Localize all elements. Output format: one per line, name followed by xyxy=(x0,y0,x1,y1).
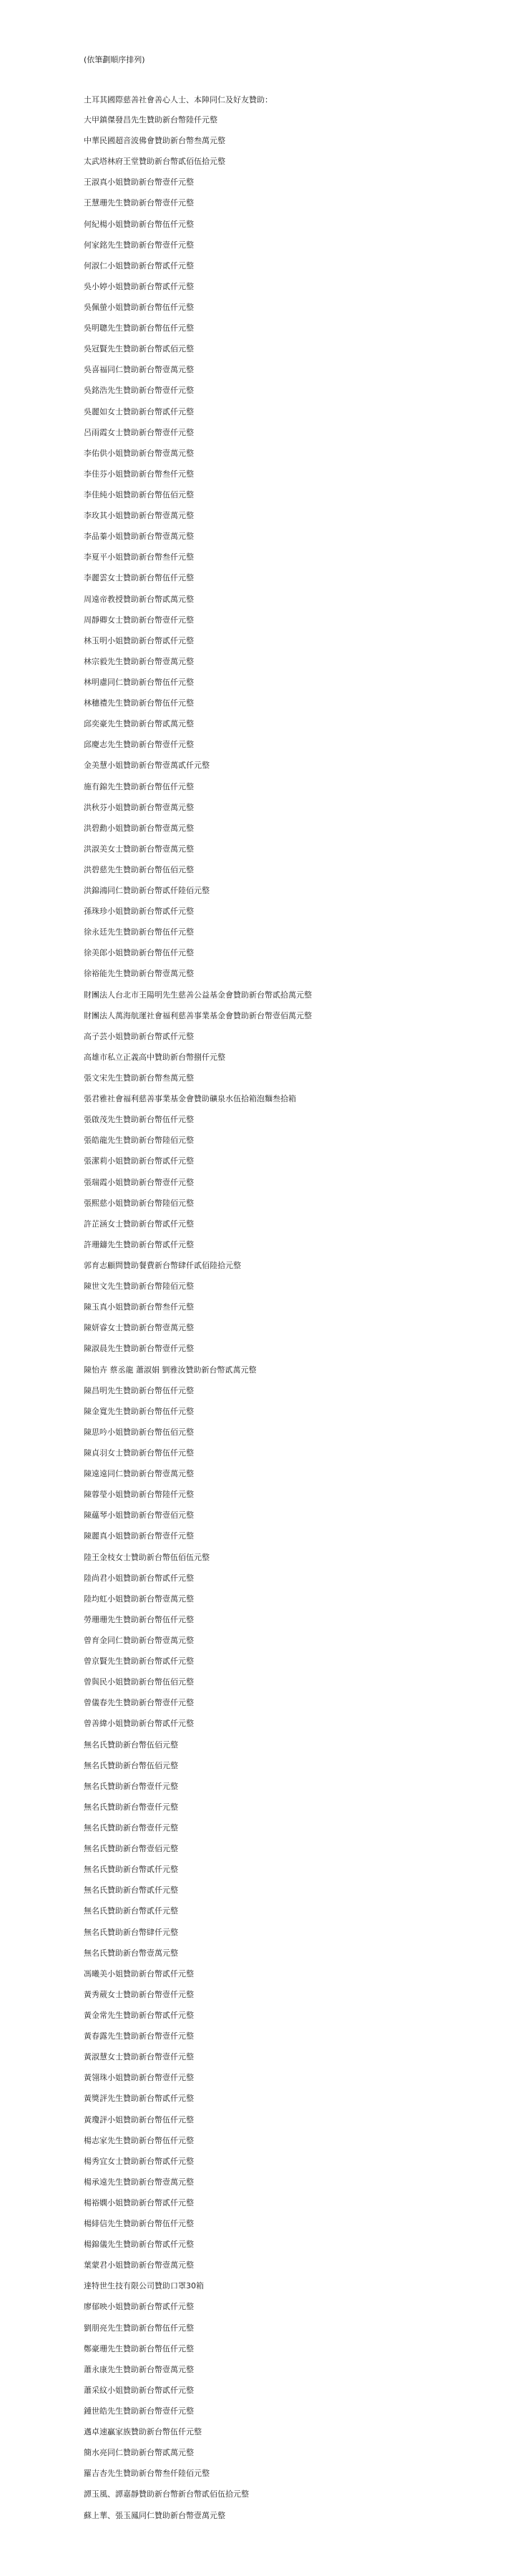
donor-entry: 財團法人萬海航運社會福利慈善事業基金會贊助新台幣壹佰萬元整 xyxy=(84,1010,312,1020)
donor-entry: 陳怡卉 蔡丞龍 蕭淑娟 劉雅汝贊助新台幣貳萬元整 xyxy=(84,1365,257,1375)
donor-entry: 劉朋亮先生贊助新台幣伍仟元整 xyxy=(84,2323,194,2333)
donor-entry: 王慧珊先生贊助新台幣壹仟元整 xyxy=(84,198,194,208)
donor-entry: 李佳純小姐贊助新台幣伍佰元整 xyxy=(84,489,194,499)
donor-entry: 黃獎評先生贊助新台幣貳仟元整 xyxy=(84,2094,194,2104)
donor-entry: 無名氏贊助新台幣貳仟元整 xyxy=(84,1885,178,1896)
donor-entry: 譚玉風、譚嘉靜贊助新台幣新台幣貳佰伍拾元整 xyxy=(84,2489,249,2499)
donor-intro: 土耳其國際慈善社會善心人士、本陣同仁及好友贊助： xyxy=(84,95,273,104)
donor-entry: 曾善緯小姐贊助新台幣貳仟元整 xyxy=(84,1719,194,1729)
donor-entry: 鄭豪珊先生贊助新台幣伍仟元整 xyxy=(84,2343,194,2353)
donor-entry: 葉蒙君小姐贊助新台幣壹萬元整 xyxy=(84,2260,194,2270)
donor-entry: 林明慮同仁贊助新台幣伍仟元整 xyxy=(84,677,194,687)
donor-entry: 簡水亮同仁贊助新台幣貳萬元整 xyxy=(84,2448,194,2458)
donor-entry: 陳麗真小姐贊助新台幣壹仟元整 xyxy=(84,1531,194,1541)
donor-entry: 吳銘浩先生贊助新台幣壹仟元整 xyxy=(84,386,194,396)
donor-entry: 中華民國超音波佛會贊助新台幣叁萬元整 xyxy=(84,136,225,146)
donor-entry: 陸均虹小姐贊助新台幣壹萬元整 xyxy=(84,1594,194,1604)
donor-entry: 張君雅社會福利慈善事業基金會贊助礦泉水伍拾箱泡麵叁拾箱 xyxy=(84,1094,296,1104)
donor-entry: 蕭永康先生贊助新台幣壹萬元整 xyxy=(84,2364,194,2374)
donor-entry: 楊緋信先生贊助新台幣伍仟元整 xyxy=(84,2219,194,2229)
donor-entry: 吳佩螢小姐贊助新台幣伍仟元整 xyxy=(84,302,194,312)
donor-entry: 陳昌明先生贊助新台幣伍仟元整 xyxy=(84,1385,194,1395)
donor-entry: 林穗禮先生贊助新台幣伍仟元整 xyxy=(84,698,194,708)
donor-entry: 蕭采紋小姐贊助新台幣貳仟元整 xyxy=(84,2385,194,2395)
donor-entry: 財團法人台北市王陽明先生慈善公益基金會贊助新台幣貳拾萬元整 xyxy=(84,990,312,1000)
donor-entry: 孫珠珍小姐贊助新台幣貳仟元整 xyxy=(84,907,194,917)
donor-list xyxy=(84,114,499,2531)
donor-entry: 張啟茂先生贊助新台幣伍仟元整 xyxy=(84,1115,194,1125)
donor-entry: 無名氏贊助新台幣壹仟元整 xyxy=(84,1781,178,1791)
sort-order-note: (依筆劃順序排列) xyxy=(84,55,145,64)
donor-entry: 林宗毅先生贊助新台幣壹萬元整 xyxy=(84,656,194,666)
donor-entry: 陳淑晨先生贊助新台幣壹仟元整 xyxy=(84,1344,194,1354)
donor-entry: 陳妍睿女士贊助新台幣壹萬元整 xyxy=(84,1323,194,1333)
donor-entry: 徐永廷先生贊助新台幣伍仟元整 xyxy=(84,927,194,937)
donor-entry: 陸尚君小姐贊助新台幣貳仟元整 xyxy=(84,1573,194,1583)
donor-entry: 張熙慈小姐贊助新台幣陸佰元整 xyxy=(84,1198,194,1208)
donor-entry: 無名氏贊助新台幣壹佰元整 xyxy=(84,1844,178,1854)
donor-entry: 郭育志顧問贊助餐費新台幣肆仟貳佰陸拾元整 xyxy=(84,1261,241,1271)
donor-entry: 無名氏贊助新台幣肆仟元整 xyxy=(84,1927,178,1937)
donor-entry: 周遠帝教授贊助新台幣貳萬元整 xyxy=(84,594,194,604)
donor-entry: 吳明聰先生贊助新台幣伍仟元整 xyxy=(84,323,194,333)
donor-entry: 呂雨霞女士贊助新台幣壹仟元整 xyxy=(84,427,194,437)
donor-entry: 洪錦鴻同仁贊助新台幣貳仟陸佰元整 xyxy=(84,886,210,896)
donor-entry: 陳貞羽女士贊助新台幣伍仟元整 xyxy=(84,1448,194,1458)
donor-entry: 林玉明小姐贊助新台幣貳仟元整 xyxy=(84,635,194,645)
donor-entry: 洪秋芬小姐贊助新台幣壹萬元整 xyxy=(84,802,194,812)
donor-entry: 黃翎珠小姐贊助新台幣壹仟元整 xyxy=(84,2073,194,2083)
donor-entry: 何紀楊小姐贊助新台幣伍仟元整 xyxy=(84,219,194,229)
donor-entry: 無名氏贊助新台幣壹仟元整 xyxy=(84,1802,178,1812)
donor-entry: 邱奕豪先生贊助新台幣貳萬元整 xyxy=(84,719,194,729)
donor-entry: 無名氏贊助新台幣伍佰元整 xyxy=(84,1760,178,1770)
donor-entry: 楊裕嫻小姐贊助新台幣貳仟元整 xyxy=(84,2197,194,2207)
donor-entry: 李麗雲女士贊助新台幣伍仟元整 xyxy=(84,573,194,583)
donor-entry: 楊秀宜女士贊助新台幣貳仟元整 xyxy=(84,2156,194,2166)
donor-entry: 無名氏贊助新台幣貳仟元整 xyxy=(84,1906,178,1916)
donor-entry: 太武塔林府王堂贊助新台幣貳佰伍拾元整 xyxy=(84,157,225,167)
donor-entry: 吳冠賢先生贊助新台幣貳佰元整 xyxy=(84,344,194,354)
donor-entry: 吳小婷小姐贊助新台幣貳仟元整 xyxy=(84,281,194,291)
donor-entry: 曾育金同仁贊助新台幣壹萬元整 xyxy=(84,1635,194,1645)
donor-entry: 陳蓉瑩小姐贊助新台幣陸仟元整 xyxy=(84,1490,194,1500)
donor-entry: 洪碧慈先生贊助新台幣伍佰元整 xyxy=(84,864,194,874)
donor-entry: 陳金寬先生贊助新台幣伍仟元整 xyxy=(84,1406,194,1416)
donor-entry: 曾儀春先生贊助新台幣壹仟元整 xyxy=(84,1698,194,1708)
donor-entry: 洪碧勳小姐贊助新台幣壹萬元整 xyxy=(84,823,194,833)
donor-entry: 蘇上華、張玉鳳同仁贊助新台幣壹萬元整 xyxy=(84,2510,225,2520)
donor-entry: 徐美郎小姐贊助新台幣伍仟元整 xyxy=(84,948,194,958)
donor-entry: 無名氏贊助新台幣伍佰元整 xyxy=(84,1740,178,1750)
donor-entry: 何家銘先生贊助新台幣壹仟元整 xyxy=(84,240,194,250)
donor-entry: 張潔莉小姐贊助新台幣貳仟元整 xyxy=(84,1156,194,1166)
donor-entry: 許芷涵女士贊助新台幣貳仟元整 xyxy=(84,1219,194,1229)
donor-entry: 廖郁映小姐贊助新台幣貳仟元整 xyxy=(84,2302,194,2312)
donor-entry: 無名氏贊助新台幣壹萬元整 xyxy=(84,1948,178,1958)
donor-entry: 馮曦美小姐贊助新台幣貳仟元整 xyxy=(84,1968,194,1979)
donor-entry: 李玫其小姐贊助新台幣壹萬元整 xyxy=(84,511,194,521)
donor-entry: 楊志家先生贊助新台幣伍仟元整 xyxy=(84,2135,194,2145)
donor-entry: 陳遠遠同仁贊助新台幣壹萬元整 xyxy=(84,1469,194,1479)
donor-entry: 張皓龍先生贊助新台幣陸佰元整 xyxy=(84,1136,194,1146)
donor-entry: 陳世文先生贊助新台幣陸佰元整 xyxy=(84,1282,194,1292)
donor-entry: 黃淑慧女士贊助新台幣壹仟元整 xyxy=(84,2052,194,2062)
donor-entry: 黃秀葳女士贊助新台幣壹仟元整 xyxy=(84,1989,194,1999)
donor-entry: 周靜卿女士贊助新台幣壹仟元整 xyxy=(84,615,194,625)
donor-entry: 黃金常先生贊助新台幣貳仟元整 xyxy=(84,2010,194,2020)
donor-entry: 邱慶志先生贊助新台幣壹仟元整 xyxy=(84,740,194,750)
donor-entry: 陸王金枝女士贊助新台幣伍佰伍元整 xyxy=(84,1552,210,1562)
donor-entry: 李佳芬小姐贊助新台幣叁仟元整 xyxy=(84,469,194,479)
donor-entry: 楊錦儀先生贊助新台幣貳仟元整 xyxy=(84,2240,194,2250)
donor-entry: 羅吉杏先生贊助新台幣叁仟陸佰元整 xyxy=(84,2469,210,2479)
donor-entry: 陳思吟小姐贊助新台幣伍佰元整 xyxy=(84,1427,194,1437)
donor-entry: 無名氏贊助新台幣壹仟元整 xyxy=(84,1823,178,1833)
donor-entry: 李佑供小姐贊助新台幣壹萬元整 xyxy=(84,448,194,458)
donor-entry: 陳玉真小姐贊助新台幣叁仟元整 xyxy=(84,1302,194,1312)
donor-entry: 曾與民小姐贊助新台幣伍佰元整 xyxy=(84,1677,194,1687)
donor-entry: 徐裕能先生贊助新台幣壹萬元整 xyxy=(84,969,194,979)
donor-entry: 王淑真小姐贊助新台幣壹仟元整 xyxy=(84,177,194,187)
donor-entry: 楊承遠先生贊助新台幣壹萬元整 xyxy=(84,2177,194,2187)
donor-entry: 吳喜福同仁贊助新台幣壹萬元整 xyxy=(84,365,194,375)
donor-entry: 無名氏贊助新台幣貳仟元整 xyxy=(84,1865,178,1875)
donor-entry: 高雄市私立正義高中贊助新台幣捌仟元整 xyxy=(84,1052,225,1062)
donor-entry: 張文宋先生贊助新台幣叁萬元整 xyxy=(84,1073,194,1083)
donor-entry: 邁卓速贏家族贊助新台幣伍仟元整 xyxy=(84,2427,202,2437)
donor-entry: 達特世生技有限公司贊助口罩30箱 xyxy=(84,2281,204,2291)
donor-entry: 李品蓁小姐贊助新台幣壹萬元整 xyxy=(84,532,194,542)
donor-entry: 黃春露先生贊助新台幣壹仟元整 xyxy=(84,2031,194,2041)
donor-entry: 陳蘊琴小姐贊助新台幣壹佰元整 xyxy=(84,1511,194,1521)
donor-entry: 金美慧小姐贊助新台幣壹萬貳仟元整 xyxy=(84,761,210,771)
donor-entry: 許珊鑄先生贊助新台幣貳仟元整 xyxy=(84,1239,194,1249)
donor-entry: 洪淑美女士贊助新台幣壹萬元整 xyxy=(84,844,194,854)
donor-entry: 何淑仁小姐贊助新台幣貳仟元整 xyxy=(84,260,194,270)
donor-entry: 曾京賢先生贊助新台幣貳仟元整 xyxy=(84,1657,194,1667)
donor-entry: 吳麗如女士贊助新台幣貳仟元整 xyxy=(84,406,194,416)
donor-entry: 高子芸小姐贊助新台幣貳仟元整 xyxy=(84,1031,194,1041)
donor-entry: 張瑞霞小姐贊助新台幣壹仟元整 xyxy=(84,1177,194,1187)
donor-entry: 李夏平小姐贊助新台幣叁仟元整 xyxy=(84,552,194,562)
donor-entry: 黃瓊評小姐贊助新台幣伍仟元整 xyxy=(84,2114,194,2124)
donor-entry: 勞珊珊先生贊助新台幣伍仟元整 xyxy=(84,1614,194,1624)
donor-entry: 施有錦先生贊助新台幣伍仟元整 xyxy=(84,781,194,791)
donor-entry: 大甲鎮傑發昌先生贊助新台幣陸仟元整 xyxy=(84,115,217,125)
donor-entry: 鍾世皓先生贊助新台幣壹仟元整 xyxy=(84,2406,194,2416)
